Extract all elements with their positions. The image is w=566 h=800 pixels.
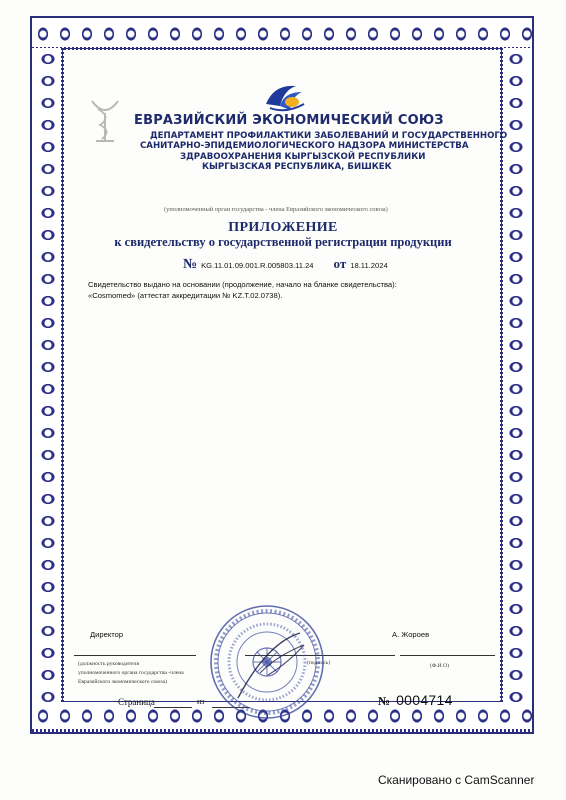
fio-line [400,655,495,656]
appendix-subtitle: к свидетельству о государственной регистрации продукции [114,235,452,249]
fio-caption: (Ф.И.О) [430,663,450,669]
serial-sign: № [378,694,391,708]
page-label: Страница [118,697,155,707]
position-caption-line: (должность руководителя [78,661,140,667]
position-caption-line: Евразийского экономического союза) [78,679,167,685]
department-line: САНИТАРНО-ЭПИДЕМИОЛОГИЧЕСКОГО НАДЗОРА МИНИСТЕРСТВА [140,141,469,152]
scanner-watermark: Сканировано с CamScanner [378,773,535,787]
blank-serial [378,692,453,710]
authority-caption: (уполномоченный орган государства - члена Евразийского экономического союза) [164,206,388,213]
signature-caption: (подпись) [307,660,331,666]
date-prefix: от [333,256,347,271]
certificate-date: 18.11.2024 [350,261,388,270]
department-line: ЗДРАВООХРАНЕНИЯ КЫРГЫЗСКОЙ РЕСПУБЛИКИ [180,151,426,162]
signer-name: А. Жороев [392,630,430,639]
ornament-border-left [32,48,64,702]
position-caption [78,660,184,687]
serial-number: 0004714 [396,692,453,708]
position-line [74,655,196,656]
basis-text [88,279,397,301]
department-line: КЫРГЫЗСКАЯ РЕСПУБЛИКА, БИШКЕК [202,162,392,173]
of-label: из [197,697,205,706]
department-block [140,131,508,173]
ornament-border-top [32,18,532,50]
official-seal-icon [208,603,326,721]
page-number-line [154,707,192,708]
position-caption-line: уполномоченного органа государства -члена [78,670,184,676]
certificate-number-row [183,256,388,273]
org-name: ЕВРАЗИЙСКИЙ ЭКОНОМИЧЕСКИЙ СОЮЗ [134,113,444,128]
number-sign: № [183,257,198,272]
certificate-number: KG.11.01.09.001.R.005803.11.24 [201,261,314,270]
basis-line: Свидетельство выдано на основании (продолжение, начало на бланке свидетельства): [88,280,397,289]
basis-line: «Cosmomed» (аттестат аккредитации № KZ.T.02.0738). [88,291,283,300]
bowl-of-hygieia-icon [88,95,122,145]
appendix-title: ПРИЛОЖЕНИЕ [228,220,338,235]
department-line: ДЕПАРТАМЕНТ ПРОФИЛАКТИКИ ЗАБОЛЕВАНИЙ И ГОСУДАРСТВЕННОГО [150,131,508,141]
eaeu-logo-icon [262,80,308,114]
signer-position: Директор [90,630,124,639]
